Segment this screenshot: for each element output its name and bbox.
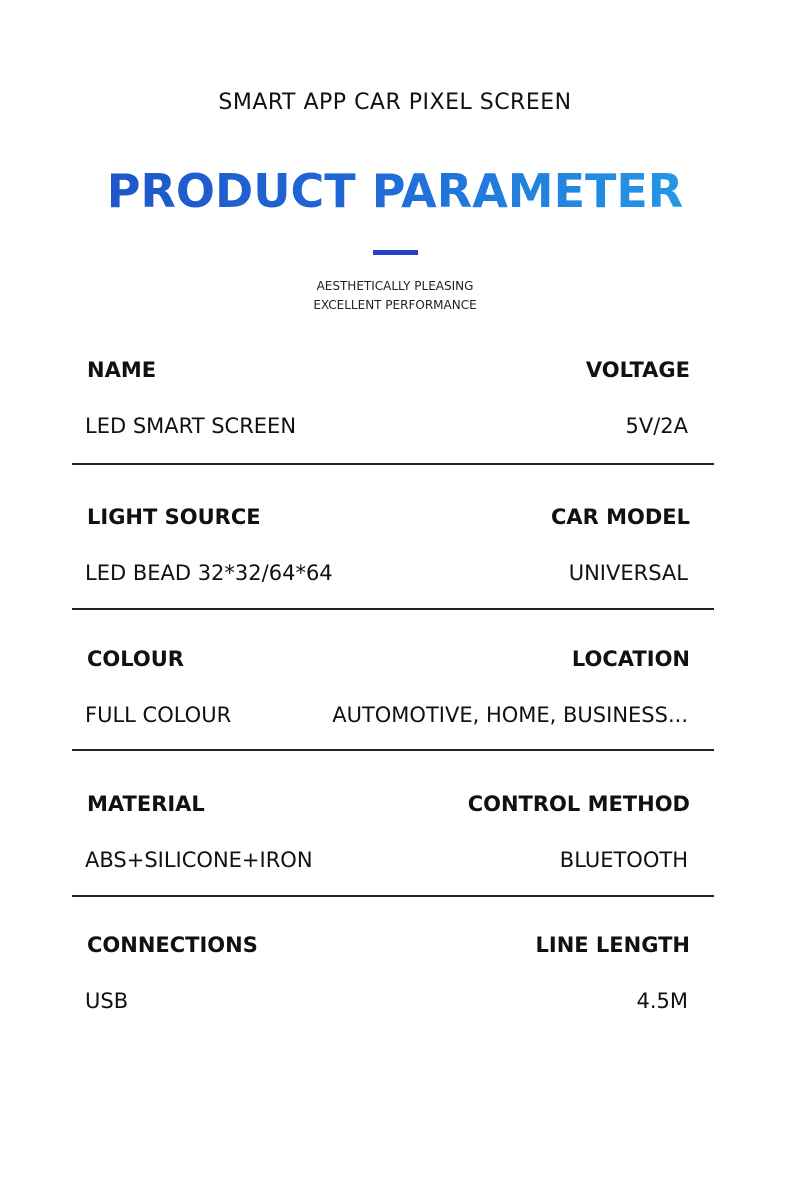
- param-label-material: MATERIAL: [87, 792, 205, 816]
- param-value-colour: FULL COLOUR: [85, 703, 232, 727]
- param-value-voltage: 5V/2A: [625, 414, 688, 438]
- parameter-table: [72, 0, 714, 1185]
- param-label-line-length: LINE LENGTH: [535, 933, 690, 957]
- param-value-light-source: LED BEAD 32*32/64*64: [85, 561, 333, 585]
- divider: [72, 608, 714, 610]
- tagline-line-2: EXCELLENT PERFORMANCE: [313, 298, 477, 312]
- param-label-light-source: LIGHT SOURCE: [87, 505, 261, 529]
- subtitle: SMART APP CAR PIXEL SCREEN: [218, 90, 572, 115]
- divider: [72, 749, 714, 751]
- param-label-location: LOCATION: [571, 647, 690, 671]
- param-value-connections: USB: [85, 989, 129, 1013]
- divider: [72, 463, 714, 465]
- param-label-voltage: VOLTAGE: [585, 358, 690, 382]
- param-label-control-method: CONTROL METHOD: [467, 792, 690, 816]
- param-row-connections-line-length: [72, 930, 714, 1040]
- param-value-car-model: UNIVERSAL: [568, 561, 688, 585]
- param-label-connections: CONNECTIONS: [87, 933, 258, 957]
- param-label-car-model: CAR MODEL: [550, 505, 690, 529]
- param-label-name: NAME: [87, 358, 157, 382]
- page-title: PRODUCT PARAMETER: [0, 164, 790, 218]
- param-row-material-control: [72, 789, 714, 899]
- param-label-colour: COLOUR: [87, 647, 184, 671]
- tagline-line-1: AESTHETICALLY PLEASING: [316, 279, 474, 293]
- param-value-material: ABS+SILICONE+IRON: [85, 848, 313, 872]
- divider: [72, 895, 714, 897]
- param-value-name: LED SMART SCREEN: [85, 414, 297, 438]
- param-row-colour-location: [72, 644, 714, 754]
- param-row-light-source-car-model: [72, 502, 714, 612]
- param-value-location: AUTOMOTIVE, HOME, BUSINESS...: [332, 703, 688, 727]
- param-value-control-method: BLUETOOTH: [559, 848, 688, 872]
- param-row-name-voltage: [72, 355, 714, 465]
- param-value-line-length: 4.5M: [636, 989, 688, 1013]
